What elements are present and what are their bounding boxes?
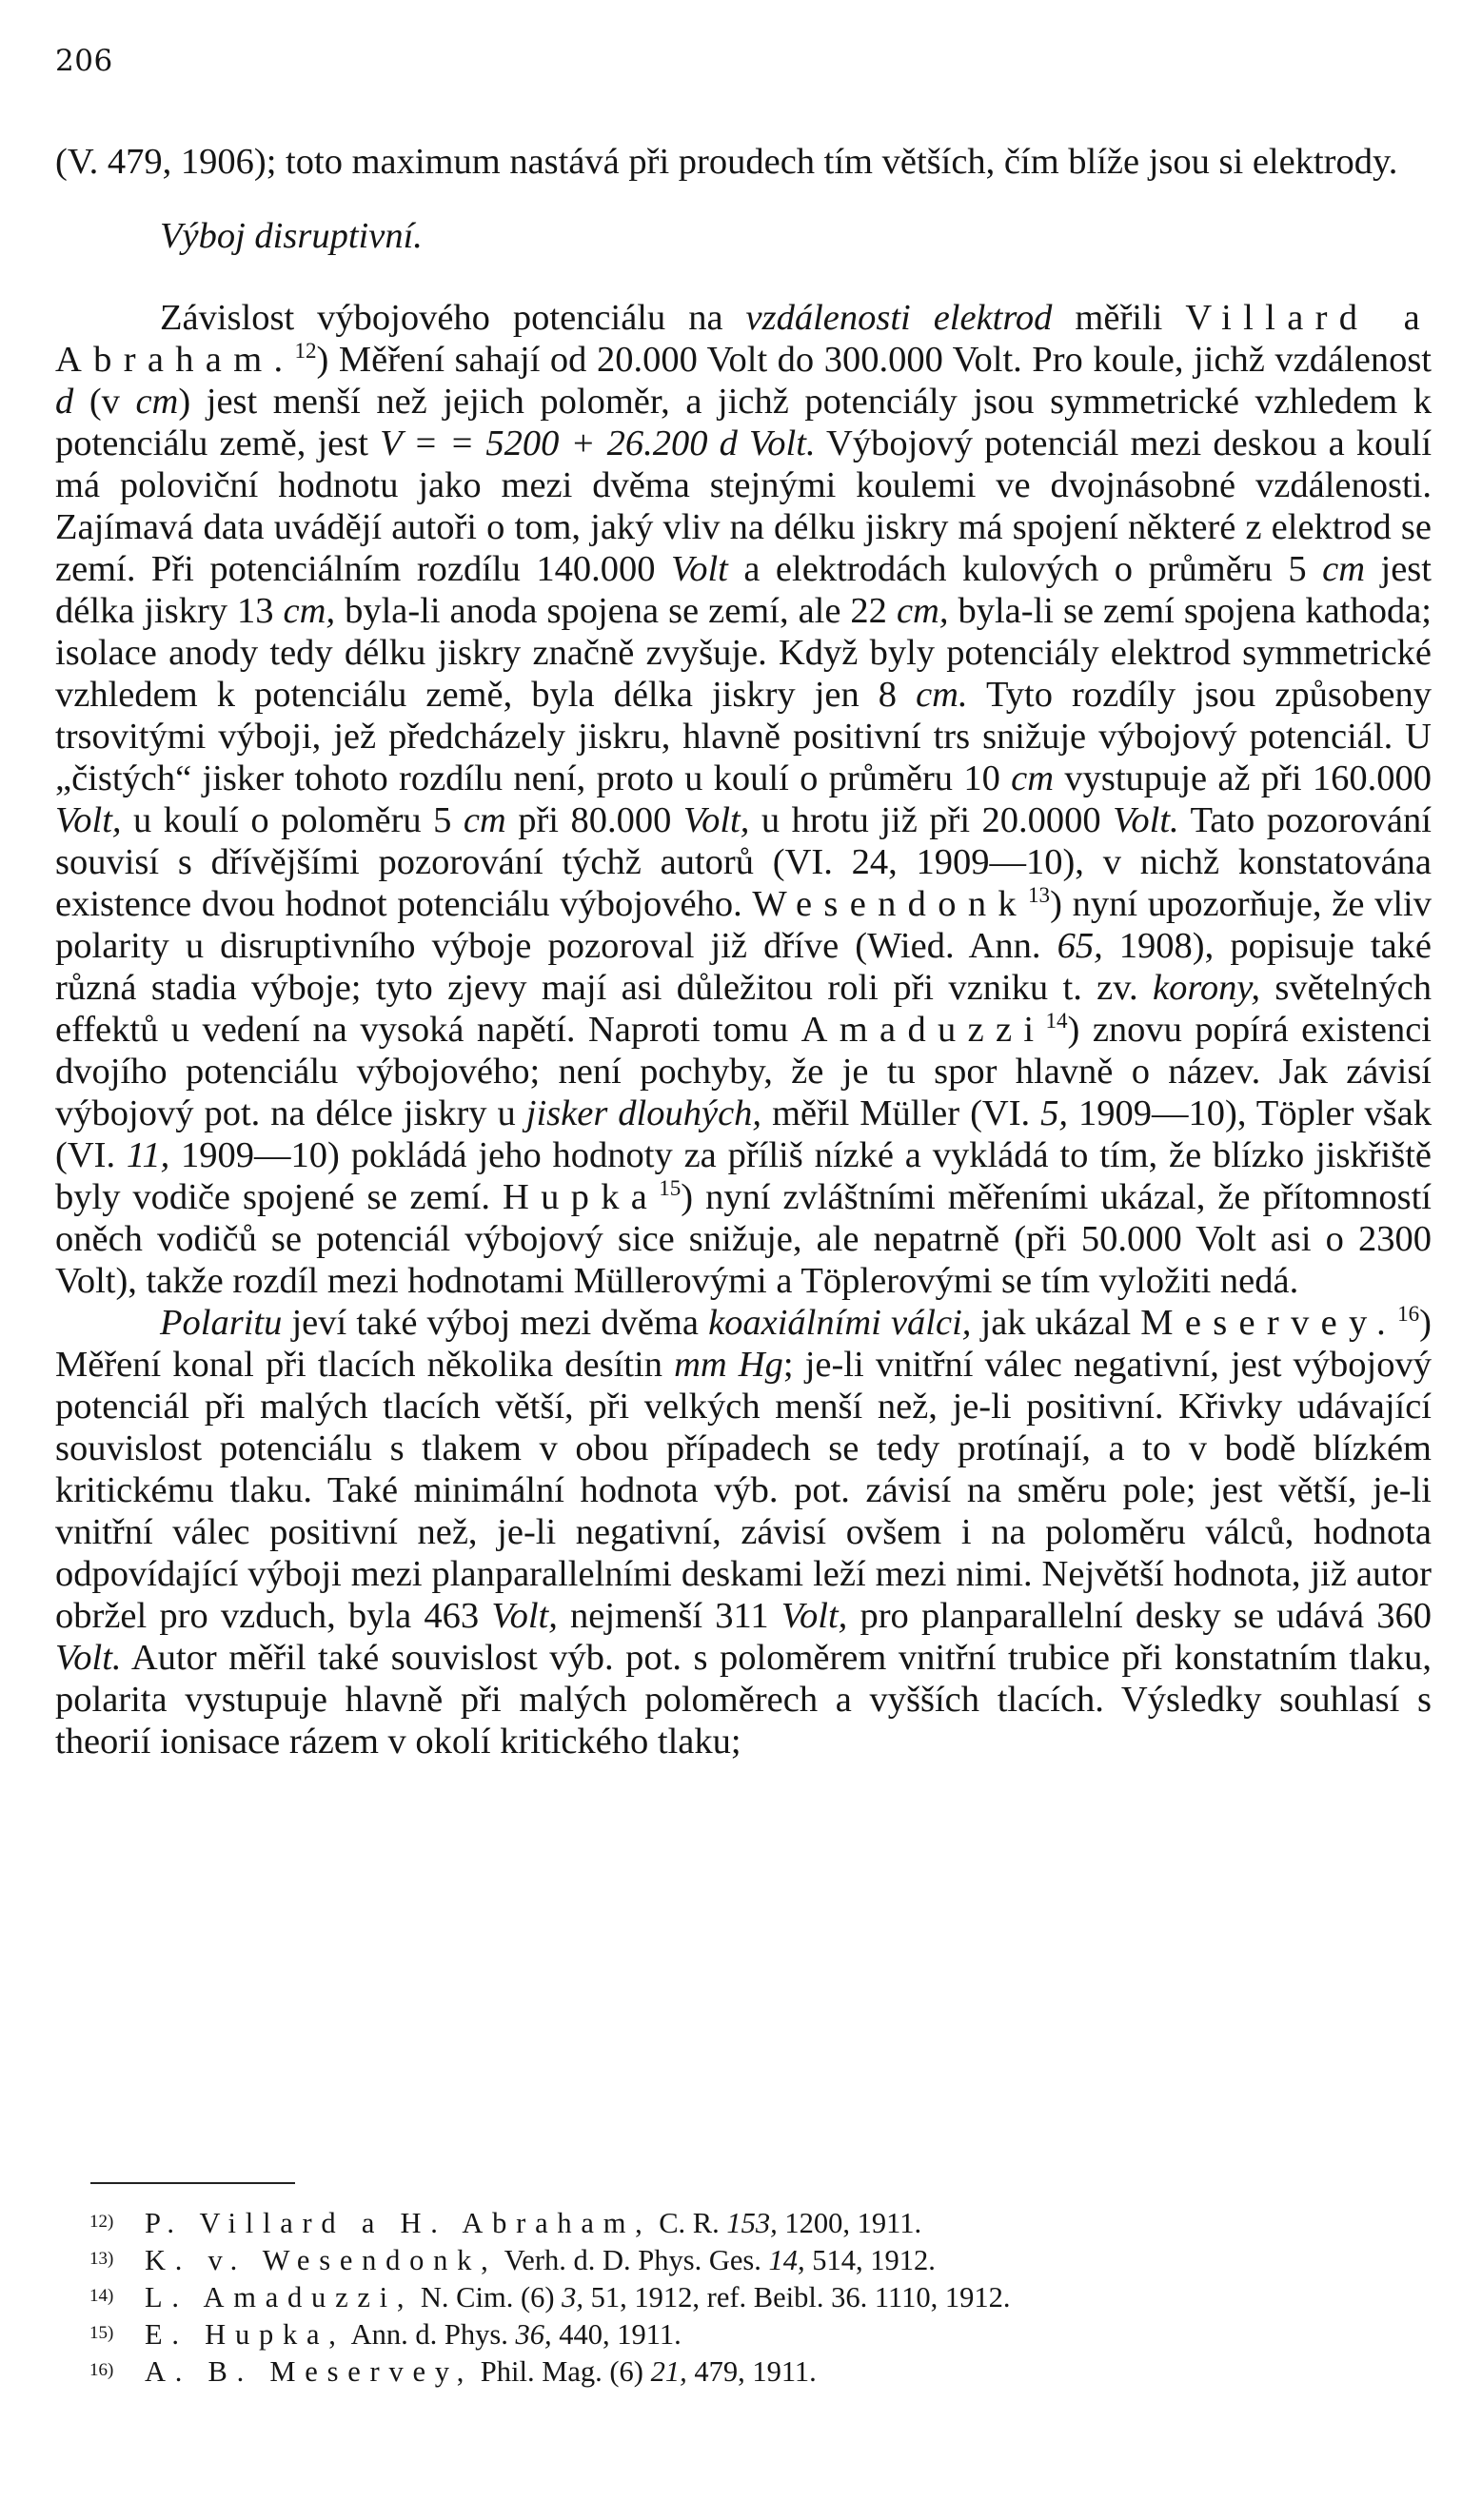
- paragraph-polarity: [55, 1302, 1432, 1762]
- text-run: měřil Müller (VI.: [761, 1093, 1041, 1133]
- emphasis: cm,: [896, 591, 949, 631]
- text-run: Autor měřil také souvislost výb. pot. s poloměrem vnitřní trubice při konstatním tlaku, polarita vystupuje hlavně při malých poloměrech a vyšších tlacích. Výsledky souhlasí s theorií ionisace rázem v okolí kritického tlaku;: [55, 1638, 1432, 1762]
- section-heading: Výboj disruptivní.: [160, 216, 423, 256]
- text-run: nejmenší 311: [557, 1596, 781, 1636]
- footnote-mark: 15): [89, 2323, 114, 2343]
- text-run: 1909—10), Töpler však (VI.: [55, 1093, 1432, 1175]
- emphasis: koaxiálními válci,: [708, 1303, 972, 1343]
- footnote-mark: 12): [89, 2212, 114, 2232]
- footnote-ref: 13: [1027, 882, 1051, 908]
- author-name: Villard a Abraham.: [55, 298, 1433, 380]
- emphasis: cm,: [283, 591, 336, 631]
- emphasis: Volt,: [55, 800, 122, 840]
- footnote-author: P. Villard a H. Abraham,: [145, 2207, 652, 2239]
- footnotes: [89, 2204, 1422, 2390]
- author-name: Wesendonk: [752, 884, 1028, 924]
- footnote-mark: 13): [89, 2249, 114, 2269]
- emphasis: Volt,: [682, 800, 750, 840]
- text-run: Tato pozorování souvisí s dřívějšími pozorování týchž autorů (VI. 24, 1909—10), v nichž konstatována existence dvou hodnot potenciálu výbojového.: [55, 800, 1432, 924]
- emphasis: jisker dlouhých,: [525, 1093, 762, 1133]
- footnote-mark: 14): [89, 2286, 114, 2306]
- text-run: Tyto rozdíly jsou způsobeny trsovitými výboji, jež předcházely jiskru, hlavně positivní trs snižuje výbojový potenciál. U „čistých“ jisker tohoto rozdílu není, proto u koulí o průměru 10: [55, 675, 1432, 798]
- footnote-ref: 14: [1045, 1008, 1068, 1034]
- text-run: světelných effektů u vedení na vysoká napětí. Naproti tomu: [55, 968, 1433, 1050]
- author-name: Meservey.: [1140, 1303, 1398, 1343]
- footnote-13: [89, 2241, 1422, 2278]
- emphasis: cm: [1322, 549, 1366, 589]
- emphasis: Polaritu: [160, 1303, 283, 1343]
- footnote-author: E. Hupka,: [145, 2318, 346, 2351]
- text-run: Výbojový potenciál mezi deskou a koulí má poloviční hodnotu jako mezi dvěma stejnými koulemi ve dvojnásobné vzdálenosti. Zajímavá data uvádějí autoři o tom, jaký vliv na délku jiskry má spojení některé z elektrod se zemí. Při potenciálním rozdílu 140.000: [55, 423, 1433, 589]
- text-run: u koulí o poloměru 5: [121, 800, 464, 840]
- footnote-text: Verh. d. D. Phys. Ges.: [497, 2244, 769, 2276]
- text-run: byla-li anoda spojena se zemí, ale 22: [335, 591, 897, 631]
- text-run: 1908), popisuje také různá stadia výboje; tyto zjevy mají asi důležitou roli při vzniku t. zv.: [55, 926, 1432, 1008]
- emphasis: Volt.: [55, 1638, 122, 1678]
- footnote-ref: 12: [294, 338, 317, 364]
- text-run: ) Měření konal při tlacích několika desítin: [55, 1303, 1432, 1385]
- emphasis: mm Hg: [674, 1345, 783, 1385]
- text-run: u hrotu již při 20.0000: [749, 800, 1114, 840]
- text-run: ) znovu popírá existenci dvojího potenciálu výbojového; není pochyby, že je tu spor hlavně o název. Jak závisí výbojový pot. na délce jiskry u: [55, 1010, 1433, 1133]
- footnote-15: [89, 2315, 1422, 2353]
- footnote-ref: 15: [659, 1175, 682, 1201]
- footnote-volume: 3,: [562, 2281, 584, 2313]
- footnote-ref: 16: [1397, 1301, 1420, 1327]
- body-text: [55, 141, 1432, 1762]
- footnote-text: Phil. Mag. (6): [473, 2355, 651, 2388]
- text-run: jest délka jiskry 13: [55, 549, 1432, 631]
- text-run: byla-li se zemí spojena kathoda; isolace anody tedy délku jiskry značně zvyšuje. Když byly potenciály elektrod symmetrické vzhledem k potenciálu země, byla délka jiskry jen 8: [55, 591, 1432, 715]
- paragraph-continued: (V. 479, 1906); toto maximum nastává při proudech tím větších, čím blíže jsou si elektrody.: [55, 142, 1398, 182]
- emphasis: vzdálenosti elektrod: [745, 298, 1053, 338]
- footnote-volume: 21,: [650, 2355, 687, 2388]
- footnote-volume: 36,: [515, 2318, 552, 2351]
- emphasis: cm: [463, 800, 506, 840]
- text-run: jak ukázal: [971, 1303, 1141, 1343]
- author-name: Hupka: [502, 1177, 660, 1217]
- footnote-text: 514, 1912.: [804, 2244, 936, 2276]
- footnote-text: 1200, 1911.: [777, 2207, 922, 2239]
- page-number: 206: [55, 44, 113, 78]
- author-name: Amaduzzi: [800, 1010, 1046, 1050]
- footnote-divider: [90, 2182, 295, 2184]
- text-run: pro planparallelní desky se udává 360: [847, 1596, 1433, 1636]
- text-run: (v: [73, 382, 136, 422]
- emphasis: cm: [1011, 758, 1055, 798]
- text-run: ) jest menší než jejich poloměr, a jichž potenciály jsou symmetrické vzhledem k potenciálu země, jest: [55, 382, 1432, 463]
- text-run: měřili: [1052, 298, 1186, 338]
- emphasis: Volt,: [491, 1596, 558, 1636]
- text-run: vystupuje až při 160.000: [1054, 758, 1432, 798]
- emphasis: Volt,: [781, 1596, 848, 1636]
- footnote-text: Ann. d. Phys.: [345, 2318, 516, 2351]
- text-run: ; je-li vnitřní válec negativní, jest výbojový potenciál při malých tlacích větší, při velkých menší než, je-li positivní. Křivky udávající souvislost potenciálu s tlakem v obou případech se tedy protínají, a to v bodě blízkém kritickému tlaku. Také minimální hodnota výb. pot. závisí na směru pole; jest větší, je-li vnitřní válec positivní než, je-li negativní, závisí ovšem i na poloměru válců, hodnota odpovídající výboji mezi planparallelními deskami leží mezi nimi. Největší hodnota, již autor obržel pro vzduch, byla 463: [55, 1345, 1432, 1636]
- emphasis: 65,: [1057, 926, 1103, 966]
- formula: V = = 5200 + 26.200 d Volt.: [380, 423, 816, 463]
- emphasis: korony,: [1153, 968, 1260, 1008]
- emphasis: Volt.: [1113, 800, 1179, 840]
- footnote-volume: 153,: [726, 2207, 778, 2239]
- emphasis: 5,: [1040, 1093, 1069, 1133]
- footnote-text: 479, 1911.: [686, 2355, 817, 2388]
- emphasis: d: [55, 382, 74, 422]
- emphasis: cm.: [916, 675, 968, 715]
- footnote-text: 440, 1911.: [551, 2318, 682, 2351]
- footnote-12: [89, 2204, 1422, 2241]
- footnote-author: K. v. Wesendonk,: [145, 2244, 498, 2276]
- text-run: Závislost výbojového potenciálu na: [160, 298, 746, 338]
- footnote-author: L. Amaduzzi,: [145, 2281, 414, 2313]
- emphasis: 11,: [126, 1135, 170, 1175]
- emphasis: Volt: [670, 549, 728, 589]
- text-run: 1909—10) pokládá jeho hodnoty za příliš nízké a vykládá to tím, že blízko jiskřiště byly vodiče spojené se zemí.: [55, 1135, 1432, 1217]
- footnote-text: C. R.: [651, 2207, 727, 2239]
- paragraph-disruptive-discharge: [55, 297, 1432, 1302]
- footnote-volume: 14,: [768, 2244, 805, 2276]
- text-run: jeví také výboj mezi dvěma: [282, 1303, 709, 1343]
- text-run: ) Měření sahají od 20.000 Volt do 300.000 Volt. Pro koule, jichž vzdálenost: [316, 340, 1432, 380]
- text-run: ) nyní upozorňuje, že vliv polarity u disruptivního výboje pozoroval již dříve (Wied. Ann.: [55, 884, 1432, 966]
- footnote-text: 51, 1912, ref. Beibl. 36. 1110, 1912.: [583, 2281, 1011, 2313]
- footnote-mark: 16): [89, 2360, 114, 2380]
- text-run: a elektrodách kulových o průměru 5: [727, 549, 1323, 589]
- footnote-14: [89, 2278, 1422, 2315]
- footnote-text: N. Cim. (6): [413, 2281, 563, 2313]
- emphasis: cm: [135, 382, 179, 422]
- text-run: při 80.000: [505, 800, 683, 840]
- footnote-16: [89, 2353, 1422, 2390]
- text-run: ) nyní zvláštními měřeními ukázal, že přítomností oněch vodičů se potenciál výbojový sice snižuje, ale nepatrně (při 50.000 Volt asi o 2300 Volt), takže rozdíl mezi hodnotami Müllerovými a Töplerovými se tím vyložiti nedá.: [55, 1177, 1432, 1301]
- footnote-author: A. B. Meservey,: [145, 2355, 474, 2388]
